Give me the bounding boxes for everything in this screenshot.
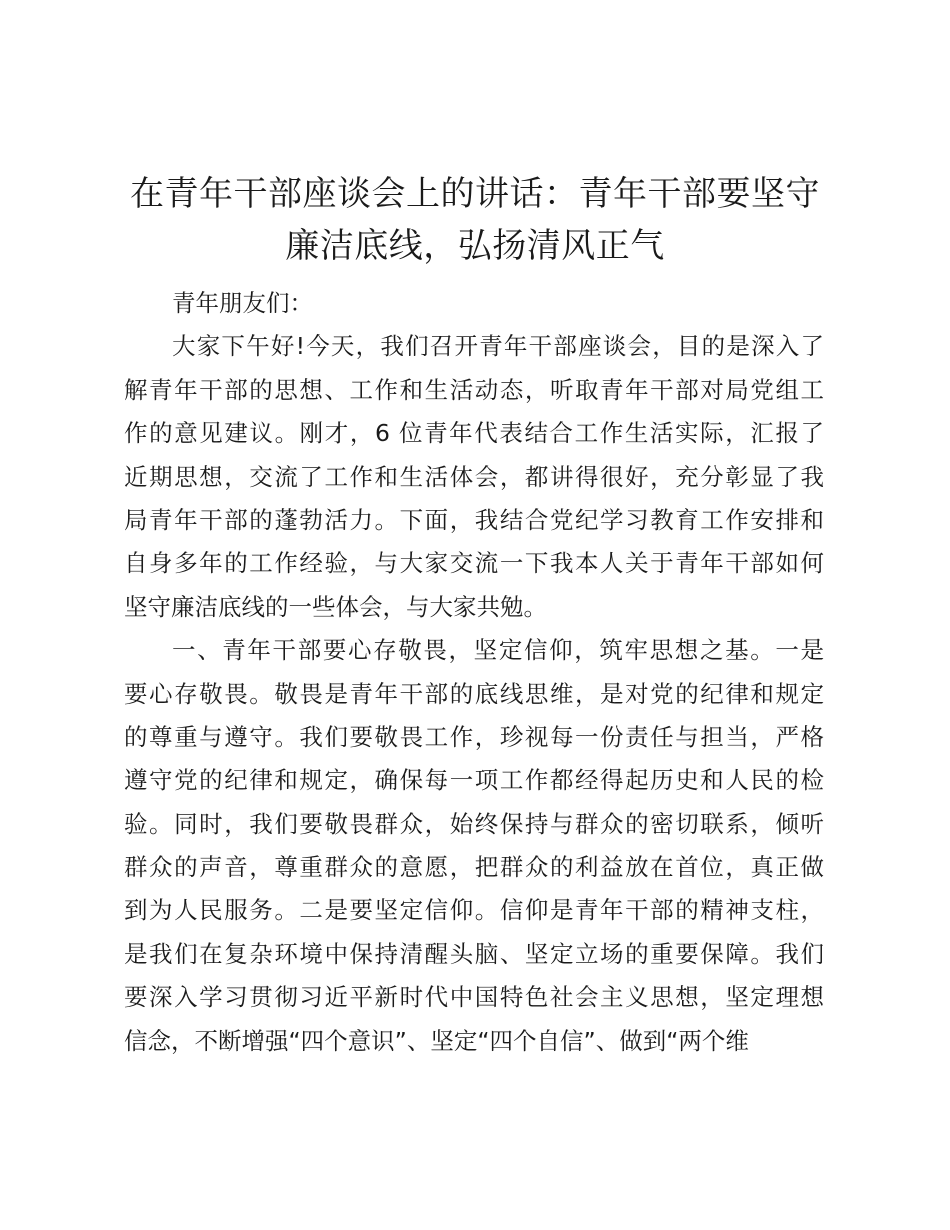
title-line-1: 在青年干部座谈会上的讲话：青年干部要坚守 bbox=[130, 174, 820, 214]
paragraph-2-line: 遵守党的纪律和规定，确保每一项工作都经得起历史和人民的检 bbox=[124, 766, 824, 795]
paragraph-1-line: 坚守廉洁底线的一些体会，与大家共勉。 bbox=[124, 592, 547, 621]
paragraph-1-line: 大家下午好!今天，我们召开青年干部座谈会，目的是深入了 bbox=[172, 332, 824, 361]
paragraph-1-line: 近期思想，交流了工作和生活体会，都讲得很好，充分彰显了我 bbox=[124, 462, 824, 491]
greeting: 青年朋友们： bbox=[172, 289, 313, 317]
paragraph-2-line: 要深入学习贯彻习近平新时代中国特色社会主义思想，坚定理想 bbox=[124, 983, 824, 1012]
paragraph-2-line: 是我们在复杂环境中保持清醒头脑、坚定立场的重要保障。我们 bbox=[124, 939, 824, 968]
paragraph-2-line: 的尊重与遵守。我们要敬畏工作，珍视每一份责任与担当，严格 bbox=[124, 722, 824, 751]
paragraph-2-line: 信念，不断增强“四个意识”、坚定“四个自信”、做到“两个维 bbox=[124, 1026, 749, 1055]
paragraph-2-line: 到为人民服务。二是要坚定信仰。信仰是青年干部的精神支柱， bbox=[124, 896, 824, 925]
document-body bbox=[124, 282, 824, 1063]
paragraph-2-line: 验。同时，我们要敬畏群众，始终保持与群众的密切联系，倾听 bbox=[124, 809, 824, 838]
paragraph-1-line: 局青年干部的蓬勃活力。下面，我结合党纪学习教育工作安排和 bbox=[124, 505, 824, 534]
paragraph-1-line: 作的意见建议。刚才，6 位青年代表结合工作生活实际，汇报了 bbox=[124, 419, 824, 448]
title-line-2: 廉洁底线，弘扬清风正气 bbox=[285, 226, 665, 266]
document-title bbox=[100, 168, 850, 272]
paragraph-2-line: 一、青年干部要心存敬畏，坚定信仰，筑牢思想之基。一是 bbox=[172, 636, 824, 665]
paragraph-2-line: 群众的声音，尊重群众的意愿，把群众的利益放在首位，真正做 bbox=[124, 853, 824, 882]
paragraph-1-line: 解青年干部的思想、工作和生活动态，听取青年干部对局党组工 bbox=[124, 375, 824, 404]
paragraph-2-line: 要心存敬畏。敬畏是青年干部的底线思维，是对党的纪律和规定 bbox=[124, 679, 824, 708]
paragraph-1-line: 自身多年的工作经验，与大家交流一下我本人关于青年干部如何 bbox=[124, 549, 824, 578]
